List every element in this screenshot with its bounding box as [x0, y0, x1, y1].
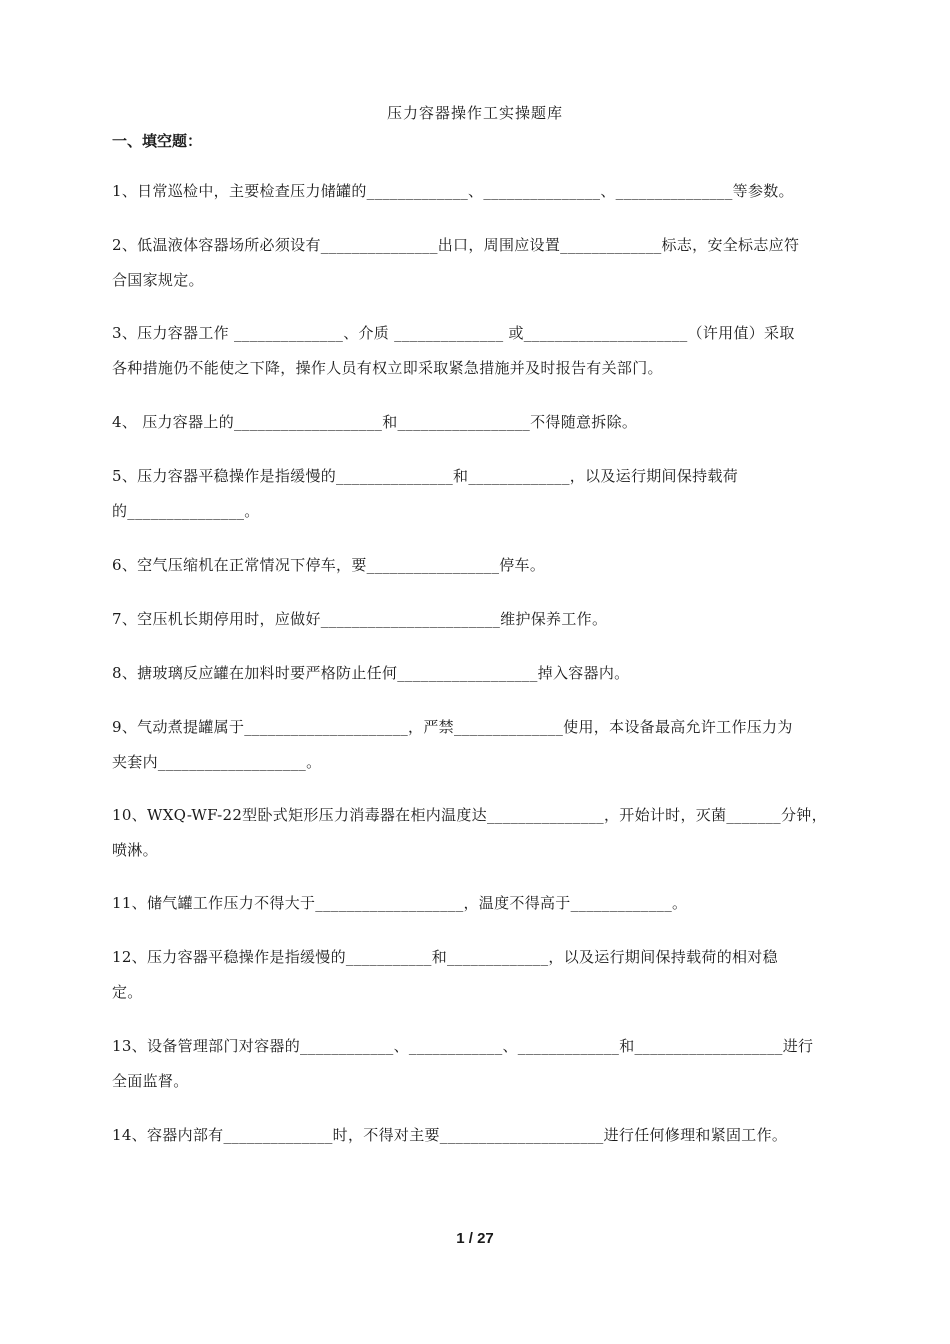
- question-line: 1、日常巡检中，主要检查压力储罐的_____________、_______________、_______________等参数。: [112, 182, 794, 200]
- question-item: [112, 886, 842, 921]
- question-item: [112, 798, 842, 868]
- question-line: 4、 压力容器上的___________________和_________________不得随意拆除。: [112, 413, 638, 431]
- document-title: 压力容器操作工实操题库: [386, 104, 563, 122]
- page-number: 1 / 27: [456, 1230, 494, 1247]
- question-item: [112, 405, 842, 440]
- question-line: 的_______________。: [112, 502, 260, 520]
- question-line: 5、压力容器平稳操作是指缓慢的_______________和_____________，以及运行期间保持载荷: [112, 467, 739, 485]
- question-line: 合国家规定。: [112, 271, 204, 289]
- question-line: 定。: [112, 983, 143, 1001]
- question-line: 6、空气压缩机在正常情况下停车，要_________________停车。: [112, 556, 546, 574]
- question-item: [112, 1029, 842, 1099]
- question-item: [112, 710, 842, 780]
- question-line: 夹套内___________________。: [112, 753, 322, 771]
- question-line: 2、低温液体容器场所必须设有_______________出口，周围应设置_____________标志，安全标志应符: [112, 236, 800, 254]
- question-line: 13、设备管理部门对容器的____________、____________、_____________和___________________进行: [112, 1037, 814, 1055]
- question-line: 喷淋。: [112, 841, 158, 859]
- question-line: 10、WXQ-WF-22型卧式矩形压力消毒器在柜内温度达_______________，开始计时，灭菌_______分钟，: [112, 806, 827, 824]
- question-item: [112, 548, 842, 583]
- question-line: 全面监督。: [112, 1072, 189, 1090]
- question-item: [112, 1118, 842, 1153]
- question-item: [112, 602, 842, 637]
- question-line: 3、压力容器工作 ______________、介质 ______________ 或_____________________（许用值）采取: [112, 324, 795, 342]
- question-item: [112, 940, 842, 1010]
- question-line: 各种措施仍不能使之下降，操作人员有权立即采取紧急措施并及时报告有关部门。: [112, 359, 663, 377]
- question-item: [112, 459, 842, 529]
- question-line: 7、空压机长期停用时，应做好_______________________维护保养工作。: [112, 610, 608, 628]
- question-line: 12、压力容器平稳操作是指缓慢的___________和_____________，以及运行期间保持载荷的相对稳: [112, 948, 778, 966]
- question-item: [112, 316, 842, 386]
- question-item: [112, 228, 842, 298]
- question-item: [112, 174, 842, 209]
- section-heading: 一、填空题：: [112, 132, 203, 150]
- question-line: 11、储气罐工作压力不得大于___________________，温度不得高于_____________。: [112, 894, 688, 912]
- question-line: 14、容器内部有______________时，不得对主要_____________________进行任何修理和紧固工作。: [112, 1126, 788, 1144]
- question-line: 8、搪玻璃反应罐在加料时要严格防止任何__________________掉入容器内。: [112, 664, 630, 682]
- question-line: 9、气动煮提罐属于_____________________，严禁______________使用，本设备最高允许工作压力为: [112, 718, 793, 736]
- question-item: [112, 656, 842, 691]
